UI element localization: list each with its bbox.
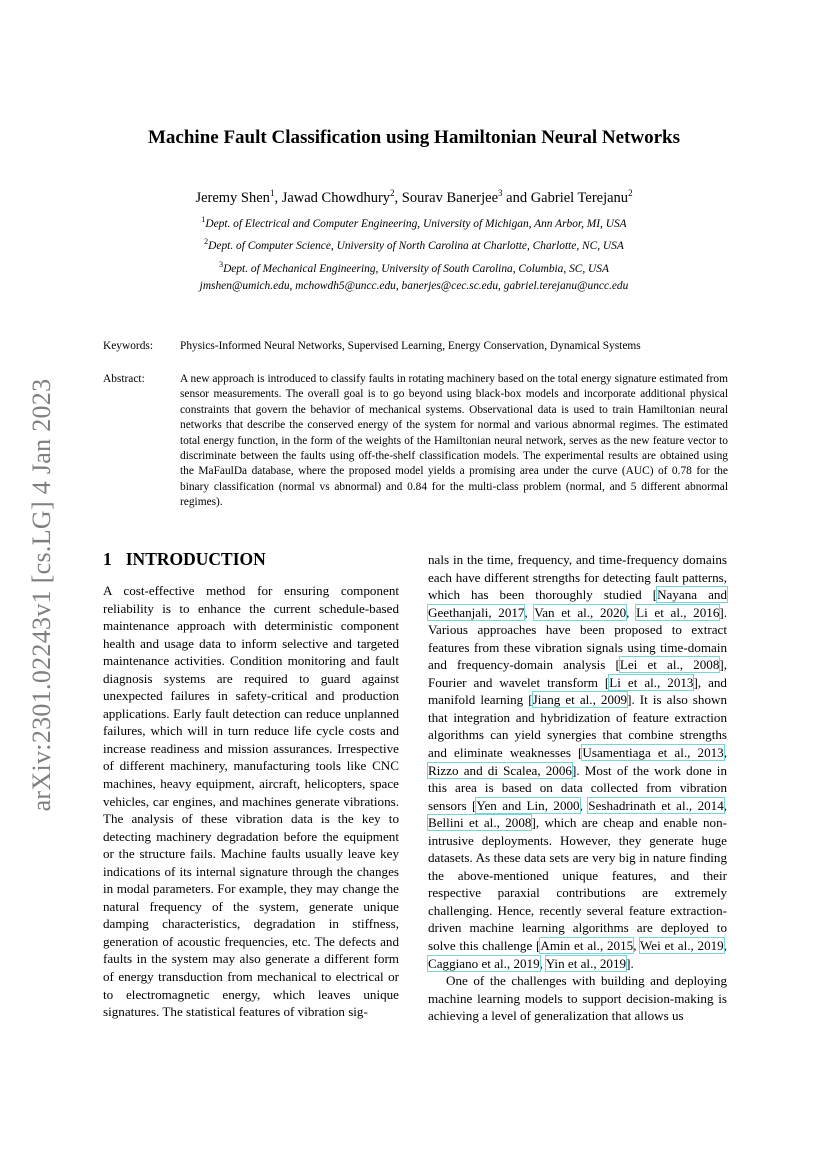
abstract-text: A new approach is introduced to classify faults in rotating machinery based on the total energy signature estimated from sensor measurements. The overall goal is to go beyond using black-box models and incorporate additional physical constraints that govern the behavior of mechanical systems. Observational data is used to train Hamiltonian neural networks that describe the conserved energy of the system for normal and various abnormal regimes. The estimated total energy function, in the form of the weights of the Hamiltonian neural network, serves as the new feature vector to discriminate between the faults using off-the-shelf classification models. The experimental results are obtained using the MaFaulDa database, where the proposed model yields a promising area under the curve (AUC) of 0.78 for the binary classification (normal vs abnormal) and 0.84 for the multi-class problem (normal, and 5 different abnormal regimes). [180,373,728,509]
abstract-section [103,372,728,511]
author-affil-mark: 2 [628,188,633,198]
citation-link[interactable]: Bellini et al., 2008 [428,815,532,831]
citation-link[interactable]: Lei et al., 2008 [619,657,720,673]
citation-link[interactable]: Caggiano et al., 2019 [428,955,540,971]
body-paragraph: One of the challenges with building and deploying machine learning models to support decision-making is achieving a level of generalization that allows us [428,973,727,1024]
author-affil-mark: 2 [390,188,395,198]
author-list: Jeremy Shen$^1$, Jawad Chowdhury$^2$, Sourav Banerjee$^3$ and Gabriel Terejanu$^2$ [195,188,633,206]
body-paragraph: A cost-effective method for ensuring component reliability is to enhance the current schedule-based maintenance approach with deterministic component health and usage data to inform selective and targeted maintenance activities. Condition monitoring and fault diagnosis systems are required to guard against unexpected failures in safety-critical and production applications. Early fault detection can reduce unplanned failures, which will in turn reduce life cycle costs and increase readiness and mission assurances. Irrespective of different machinery, manufacturing tools like CNC machines, heavy equipment, aircraft, helicopters, space vehicles, car engines, and machines generate vibrations. The analysis of these vibration data is the key to detecting machinery degradation before the equipment or the structure fails. Machine faults usually leave key indications of its internal signature through the changes in modal parameters. For example, they may change the natural frequency of the system, generate unique damping characteristics, degradation in stiffness, generation of acoustic frequencies, etc. The defects and faults in the system may also generate a different form of energy transduction from mechanical to electrical or to electromagnetic energy, which leaves unique signatures. The statistical features of vibration sig- [103,583,399,1020]
keywords-section [103,339,728,354]
section-number: 1 [103,549,112,569]
section-heading [103,549,266,570]
citation-link[interactable]: Jiang et al., 2009 [532,692,628,708]
affiliation: $^1$Dept. of Electrical and Computer Engineering, University of Michigan, Ann Arbor, MI, USA [201,214,627,230]
keywords-text: Physics-Informed Neural Networks, Supervised Learning, Energy Conservation, Dynamical Systems [180,340,641,352]
author-name: Jeremy Shen [195,189,270,206]
affiliation: $^3$Dept. of Mechanical Engineering, University of South Carolina, Columbia, SC, USA [219,259,609,275]
citation-link[interactable]: Wei et al., 2019 [640,938,724,954]
section-title: INTRODUCTION [125,549,266,569]
author-emails: jmshen@umich.edu, mchowdh5@uncc.edu, banerjes@cec.sc.edu, gabriel.terejanu@uncc.edu [199,280,629,292]
arxiv-identifier-stamp [20,372,64,817]
citation-link[interactable]: Seshadrinath et al., 2014 [588,797,724,813]
arxiv-id-text: arXiv:2301.02243v1 [cs.LG] 4 Jan 2023 [27,378,56,811]
author-name: Gabriel Terejanu [530,189,629,206]
citation-link[interactable]: Li et al., 2013 [609,674,694,690]
left-column [103,582,399,1021]
citation-link[interactable]: Yen and Lin, 2000 [476,797,580,813]
author-affil-mark: 3 [498,188,503,198]
keywords-label: Keywords: [103,340,153,352]
citation-link[interactable]: Yin et al., 2019 [545,955,627,971]
abstract-label: Abstract: [103,373,145,385]
citation-link[interactable]: Nayana and Geethanjali, 2017 [428,587,727,620]
citation-link[interactable]: Amin et al., 2015 [540,938,634,954]
right-column [428,551,727,1025]
author-name: Sourav Banerjee [401,189,499,206]
citation-link[interactable]: Li et al., 2016 [636,604,720,620]
citation-link[interactable]: Rizzo and di Scalea, 2006 [428,762,572,778]
paper-title: Machine Fault Classification using Hamiltonian Neural Networks [147,127,680,148]
citation-link[interactable]: Van et al., 2020 [534,604,627,620]
author-affil-mark: 1 [269,188,275,198]
affiliation: $^2$Dept. of Computer Science, University of North Carolina at Charlotte, Charlotte, NC, USA [204,237,624,253]
body-paragraph: nals in the time, frequency, and time-frequency domains each have different strengths for detecting fault patterns, which has been thoroughly studied [Nayana and Geethanjali, 2017, Van et al., 2020, Li et al., 2016]. Various approaches have been proposed to extract features from these vibration signals using time-domain and frequency-domain analysis [Lei et al., 2008], Fourier and wavelet transform [Li et al., 2013], and manifold learning [Jiang et al., 2009]. It is also shown that integration and hybridization of feature extraction algorithms can yield synergies that combine strengths and eliminate weaknesses [Usamentiaga et al., 2013, Rizzo and di Scalea, 2006]. Most of the work done in this area is based on data collected from vibration sensors [Yen and Lin, 2000, Seshadrinath et al., 2014, Bellini et al., 2008], which are cheap and enable non-intrusive deployments. However, they generate huge datasets. As these data sets are very big in nature finding the above-mentioned unique features, and their respective paraxial contributions are extremely challenging. Hence, recently several feature extraction-driven machine learning algorithms are deployed to solve this challenge [Amin et al., 2015, Wei et al., 2019, Caggiano et al., 2019, Yin et al., 2019]. [428,552,728,971]
citation-link[interactable]: Usamentiaga et al., 2013 [582,745,724,761]
author-name: Jawad Chowdhury [281,189,391,206]
author-block [0,183,828,296]
